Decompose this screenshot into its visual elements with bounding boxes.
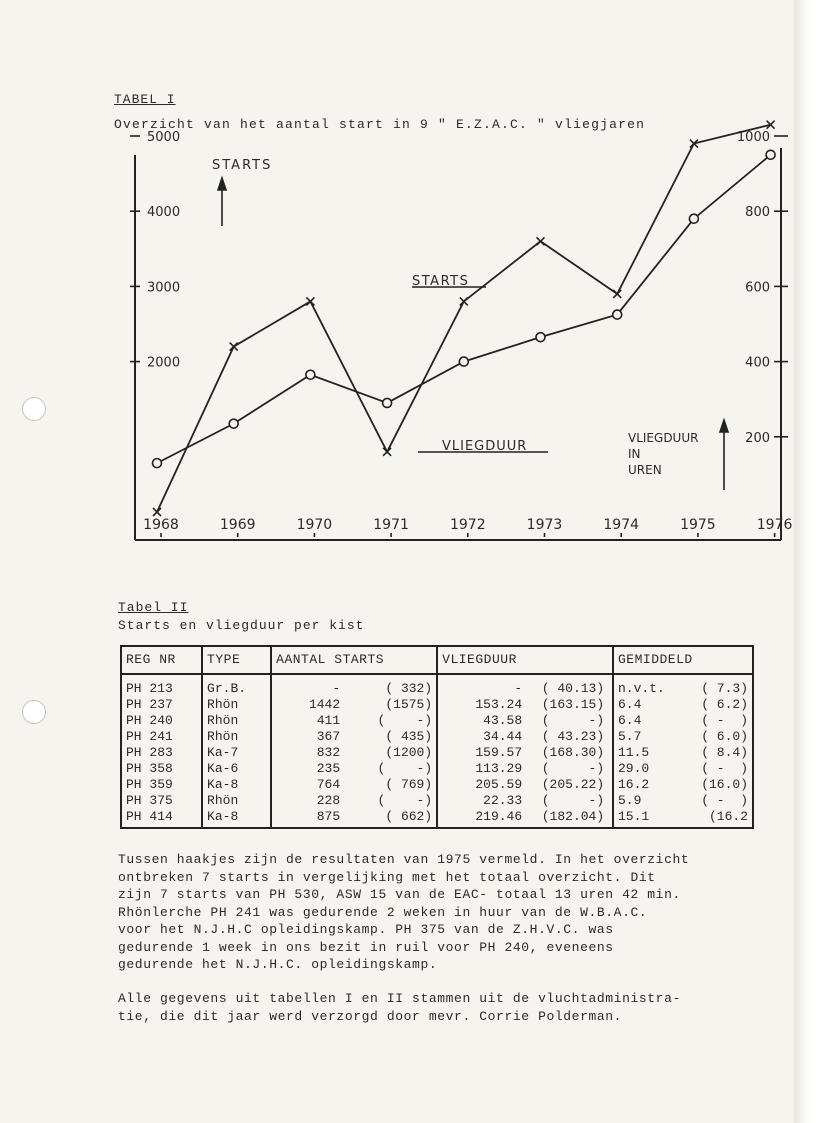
cell-duur-prev: ( 43.23) [541, 729, 605, 744]
right-axis-label-line-2: IN [628, 447, 641, 461]
cell-gem: 6.4 [618, 697, 642, 712]
table-row [121, 793, 753, 809]
cell-starts-prev: ( -) [377, 713, 433, 728]
vliegduur-axis-arrowhead [720, 420, 728, 432]
vliegduur-point [536, 333, 545, 342]
kist-table-header [121, 646, 753, 674]
cell-duur: 219.46 [475, 809, 523, 824]
cell-starts-group [271, 729, 437, 745]
cell-type: Ka-6 [202, 761, 271, 777]
cell-reg: PH 240 [121, 713, 202, 729]
col-gemiddeld: GEMIDDELD [613, 646, 753, 674]
cell-gem-group [613, 809, 753, 828]
notes-line: gedurende het N.J.H.C. opleidingskamp. [118, 957, 438, 972]
punch-hole-lower [22, 700, 46, 724]
starts-point [613, 290, 621, 298]
vliegduur-point [459, 357, 468, 366]
cell-starts-group [271, 745, 437, 761]
x-tick-label: 1974 [603, 517, 640, 533]
cell-duur-group [437, 713, 613, 729]
starts-point [537, 237, 545, 245]
cell-starts-prev: ( 662) [385, 809, 433, 824]
series-label-starts: STARTS [412, 274, 470, 289]
table-row [121, 674, 753, 697]
starts-axis-arrowhead [218, 178, 226, 190]
cell-type: Gr.B. [202, 674, 271, 697]
cell-duur-prev: (182.04) [541, 809, 605, 824]
starts-point [230, 343, 238, 351]
cell-gem-group [613, 674, 753, 697]
table-row [121, 809, 753, 828]
cell-gem-prev: ( 8.4) [701, 745, 748, 760]
cell-starts-group [271, 777, 437, 793]
vliegduur-point [766, 150, 775, 159]
notes-paragraph [118, 851, 798, 974]
cell-gem-group [613, 761, 753, 777]
table-row [121, 729, 753, 745]
cell-starts-prev: ( 332) [385, 681, 433, 696]
cell-duur-prev: (205.22) [541, 777, 605, 792]
cell-starts-group [271, 809, 437, 828]
vliegduur-point [306, 370, 315, 379]
cell-gem-group [613, 745, 753, 761]
cell-duur-group [437, 761, 613, 777]
cell-starts-prev: ( 435) [385, 729, 433, 744]
x-tick-label: 1970 [296, 517, 333, 533]
cell-starts-prev: ( -) [377, 761, 433, 776]
cell-starts: 1442 [308, 697, 341, 712]
left-tick-label: 4000 [147, 205, 181, 221]
cell-gem-prev: ( - ) [701, 793, 748, 808]
vliegduur-point [383, 398, 392, 407]
x-tick-label: 1968 [143, 517, 179, 533]
cell-starts-prev: (1575) [385, 697, 433, 712]
left-tick-label: 3000 [147, 280, 181, 296]
starts-point [153, 508, 161, 516]
vliegduur-point [689, 214, 698, 223]
right-tick-label: 400 [745, 355, 770, 371]
cell-starts: 832 [316, 745, 341, 760]
cell-gem: 16.2 [618, 777, 650, 792]
left-tick-label: 5000 [147, 130, 181, 145]
cell-gem-group [613, 713, 753, 729]
series-line-vliegduur [157, 155, 771, 463]
col-vliegduur: VLIEGDUUR [437, 646, 613, 674]
cell-gem: 15.1 [618, 809, 650, 824]
starts-point [460, 297, 468, 305]
table-row [121, 697, 753, 713]
table-row [121, 713, 753, 729]
cell-gem: 6.4 [618, 713, 642, 728]
cell-starts: 764 [316, 777, 341, 792]
cell-duur-prev: ( 40.13) [541, 681, 605, 696]
starts-point [383, 448, 391, 456]
cell-reg: PH 241 [121, 729, 202, 745]
cell-duur-group [437, 729, 613, 745]
notes-line: zijn 7 starts van PH 530, ASW 15 van de EAC- totaal 13 uren 42 min. [118, 887, 681, 902]
cell-duur: 205.59 [475, 777, 523, 792]
cell-duur-group [437, 674, 613, 697]
cell-gem-prev: (16.0) [701, 777, 748, 792]
kist-table-body [121, 674, 753, 828]
cell-starts: 875 [316, 809, 341, 824]
col-reg: REG NR [121, 646, 202, 674]
notes-line: voor het N.J.H.C opleidingskamp. PH 375 van de Z.H.V.C. was [118, 922, 614, 937]
cell-gem-prev: ( - ) [701, 713, 748, 728]
series-label-vliegduur: VLIEGDUUR [442, 439, 528, 454]
cell-duur: 159.57 [475, 745, 523, 760]
cell-starts-group [271, 713, 437, 729]
starts-flight-chart [0, 0, 816, 560]
cell-gem: 5.9 [618, 793, 642, 808]
cell-duur: 34.44 [483, 729, 523, 744]
cell-gem-group [613, 777, 753, 793]
cell-duur-prev: ( -) [541, 761, 605, 776]
cell-gem: 5.7 [618, 729, 642, 744]
cell-starts-group [271, 697, 437, 713]
x-tick-label: 1972 [449, 517, 486, 533]
cell-gem-prev: (16.2 [708, 809, 748, 824]
cell-duur-group [437, 777, 613, 793]
cell-reg: PH 358 [121, 761, 202, 777]
cell-gem-prev: ( 7.3) [701, 681, 748, 696]
cell-starts-group [271, 761, 437, 777]
cell-gem-group [613, 697, 753, 713]
cell-type: Ka-8 [202, 777, 271, 793]
left-axis-label: STARTS [212, 158, 273, 173]
x-tick-label: 1976 [756, 517, 793, 533]
notes-line: ontbreken 7 starts in vergelijking met het totaal overzicht. Dit [118, 869, 656, 885]
cell-duur-prev: ( -) [541, 713, 605, 728]
cell-duur: 43.58 [483, 713, 523, 728]
cell-starts-group [271, 793, 437, 809]
cell-type: Rhön [202, 793, 271, 809]
notes-line: Tussen haakjes zijn de resultaten van 1975 vermeld. In het overzicht [118, 852, 690, 867]
cell-starts-prev: (1200) [385, 745, 433, 760]
right-tick-label: 1000 [736, 130, 770, 145]
cell-starts: 411 [316, 713, 341, 728]
cell-starts: - [332, 681, 341, 696]
table1-heading: TABEL I [114, 92, 176, 107]
cell-duur-prev: (168.30) [541, 745, 605, 760]
kist-table [120, 645, 754, 829]
closing-paragraph [118, 990, 798, 1025]
cell-duur: 113.29 [475, 761, 523, 776]
cell-gem: 29.0 [618, 761, 650, 776]
closing-line: Alle gegevens uit tabellen I en II stammen uit de vluchtadministra- [118, 991, 681, 1006]
notes-line: gedurende 1 week in ons bezit in ruil voor PH 240, eveneens [118, 939, 614, 955]
cell-reg: PH 283 [121, 745, 202, 761]
cell-starts-prev: ( -) [377, 793, 433, 808]
table-row [121, 761, 753, 777]
x-tick-label: 1971 [373, 517, 409, 533]
table2-subtitle: Starts en vliegduur per kist [118, 618, 365, 633]
right-axis-label-line-3: UREN [628, 463, 662, 477]
col-type: TYPE [202, 646, 271, 674]
right-tick-label: 600 [745, 280, 770, 296]
cell-type: Rhön [202, 697, 271, 713]
table2-heading: Tabel II [118, 600, 189, 615]
table1-subtitle: Overzicht van het aantal start in 9 " E.Z.A.C. " vliegjaren [114, 117, 646, 132]
cell-duur: - [514, 681, 523, 696]
cell-reg: PH 359 [121, 777, 202, 793]
cell-starts-group [271, 674, 437, 697]
cell-duur-prev: (163.15) [541, 697, 605, 712]
vliegduur-point [613, 310, 622, 319]
cell-type: Rhön [202, 729, 271, 745]
table-row [121, 777, 753, 793]
cell-starts: 235 [316, 761, 341, 776]
left-tick-label: 2000 [147, 355, 181, 371]
right-tick-label: 800 [745, 205, 770, 221]
cell-gem-group [613, 793, 753, 809]
cell-reg: PH 213 [121, 674, 202, 697]
table-row [121, 745, 753, 761]
cell-gem-prev: ( - ) [701, 761, 748, 776]
cell-duur-group [437, 745, 613, 761]
cell-gem: n.v.t. [618, 681, 665, 696]
cell-starts: 367 [316, 729, 341, 744]
cell-type: Rhön [202, 713, 271, 729]
right-axis-label-line-1: VLIEGDUUR [628, 431, 699, 445]
cell-gem-prev: ( 6.0) [701, 729, 748, 744]
cell-duur-group [437, 809, 613, 828]
x-tick-label: 1973 [526, 517, 563, 533]
cell-type: Ka-7 [202, 745, 271, 761]
cell-reg: PH 375 [121, 793, 202, 809]
cell-duur-group [437, 793, 613, 809]
starts-point [306, 297, 314, 305]
notes-line: Rhönlerche PH 241 was gedurende 2 weken in huur van de W.B.A.C. [118, 904, 648, 920]
x-tick-label: 1969 [219, 517, 256, 533]
cell-type: Ka-8 [202, 809, 271, 828]
cell-starts: 228 [316, 793, 341, 808]
vliegduur-point [229, 419, 238, 428]
cell-duur: 153.24 [475, 697, 523, 712]
cell-duur-prev: ( -) [541, 793, 605, 808]
vliegduur-point [153, 459, 162, 468]
right-tick-label: 200 [745, 430, 770, 446]
cell-duur: 22.33 [483, 793, 523, 808]
col-starts: AANTAL STARTS [271, 646, 437, 674]
cell-gem-prev: ( 6.2) [701, 697, 748, 712]
cell-duur-group [437, 697, 613, 713]
cell-reg: PH 237 [121, 697, 202, 713]
cell-gem: 11.5 [618, 745, 650, 760]
cell-reg: PH 414 [121, 809, 202, 828]
x-tick-label: 1975 [680, 517, 716, 533]
cell-starts-prev: ( 769) [385, 777, 433, 792]
cell-gem-group [613, 729, 753, 745]
closing-line: tie, die dit jaar werd verzorgd door mevr. Corrie Polderman. [118, 1008, 623, 1024]
